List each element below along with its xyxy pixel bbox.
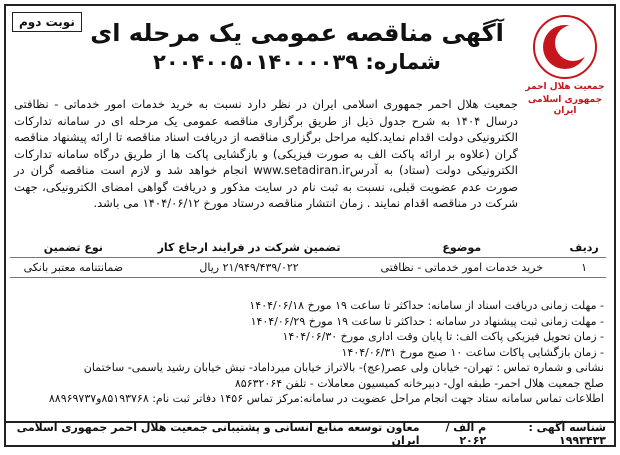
notice-body (14, 96, 606, 212)
col-guarantee-type: نوع تضمین (10, 238, 137, 258)
col-subject: موضوع (361, 238, 562, 258)
deadline-docs: - مهلت زمانی دریافت اسناد از سامانه: حداکثر تا ساعت ۱۹ مورخ ۱۴۰۴/۰۶/۱۸ (249, 299, 604, 312)
cell-guarantee-type: ضمانتنامه معتبر بانکی (10, 258, 137, 278)
deadline-opening: - زمان بازگشایی پاکات ساعت ۱۰ صبح مورخ ۱۴۰۴/۰۶/۳۱ (341, 345, 604, 359)
address-line2: صلح جمعیت هلال احمر- طبقه اول- دبیرخانه کمیسیون معاملات - تلفن ۸۵۶۳۲۰۶۴ (234, 376, 604, 390)
signature: معاون توسعه منابع انسانی و پشتیبانی جمعیت هلال احمر جمهوری اسلامی ایران (16, 421, 420, 447)
table-row (10, 258, 606, 278)
org-name-line1: جمعیت هلال احمر (525, 82, 605, 92)
deadline-physical: - زمان تحویل فیزیکی پاکت الف: تا پایان وقت اداری مورخ ۱۴۰۴/۰۶/۳۰ (282, 330, 604, 343)
address-line1: نشانی و شماره تماس : تهران- خیابان ولی عصر(عج)- بالاتراز خیابان میرداماد- نبش خیابان رشید یاسمی- ساختمان (83, 361, 604, 374)
tender-table (10, 238, 606, 278)
org-name-line2: جمهوری اسلامی ایران (527, 95, 603, 116)
deadline-submission: - مهلت زمانی ثبت پیشنهاد در سامانه : حداکثر تا ساعت ۱۹ مورخ ۱۴۰۴/۰۶/۲۹ (250, 314, 604, 328)
tender-notice (4, 4, 616, 447)
cell-subject: خرید خدمات امور خدماتی - نظافتی (361, 258, 562, 278)
notice-number: شماره: ۲۰۰۴۰۰۵۰۱۴۰۰۰۰۳۹ (153, 50, 441, 74)
ad-code: م الف / ۲۰۶۲ (445, 421, 487, 447)
ad-id: شناسه آگهی : ۱۹۹۳۴۳۳ (528, 421, 606, 447)
col-guarantee-amount: تضمین شرکت در فرایند ارجاع کار (137, 238, 362, 258)
footer (6, 421, 614, 445)
col-row-number: ردیف (562, 238, 606, 258)
round-tag: نوبت دوم (12, 12, 82, 32)
notice-title: آگهی مناقصه عمومی یک مرحله ای (90, 19, 504, 47)
cell-row-number: ۱ (562, 258, 606, 278)
crescent-icon (532, 14, 598, 80)
cell-guarantee-amount: ۲۱/۹۴۹/۴۳۹/۰۲۲ ریال (137, 258, 362, 278)
body-paragraph: جمعیت هلال احمر جمهوری اسلامی ایران در نظر دارد نسبت به خرید خدمات امور خدماتی - نظافتی درسال ۱۴۰۴ به شرح جدول ذیل از طریق برگزاری مناقصه عمومی یک مرحله ای در سامانه تدارکات الکترونیکی دولت اقدام نماید.کلیه مراحل برگزاری مناقصه از دریافت اسناد مناقصه تا ارائه پیشنهاد مناقصه گران (علاوه بر ارائه پاکت الف به صورت فیزیکی) و بازگشایی پاکت ها از طریق درگاه سامانه تدارکات الکترونیکی دولت (ستاد) به آدرسwww.setadiran.ir انجام خواهد شد و لازم است مناقصه گران در صورت عدم عضویت قبلی، نسبت به ثبت نام در سایت مذکور و دریافت گواهی امضای الکترونیکی، جهت شرکت در مناقصه اقدام نمایند . زمان انتشار مناقصه درستاد مورخ ۱۴۰۴/۰۶/۱۲ می باشد. (14, 97, 518, 210)
table-header-row (10, 238, 606, 258)
deadlines-list (14, 298, 604, 407)
contact-info: اطلاعات تماس سامانه ستاد جهت انجام مراحل عضویت در سامانه:مرکز تماس ۱۴۵۶ دفاتر ثبت نام: ۸۵۱۹۳۷۶۸و۸۸۹۶۹۷۳۷ (48, 392, 604, 405)
